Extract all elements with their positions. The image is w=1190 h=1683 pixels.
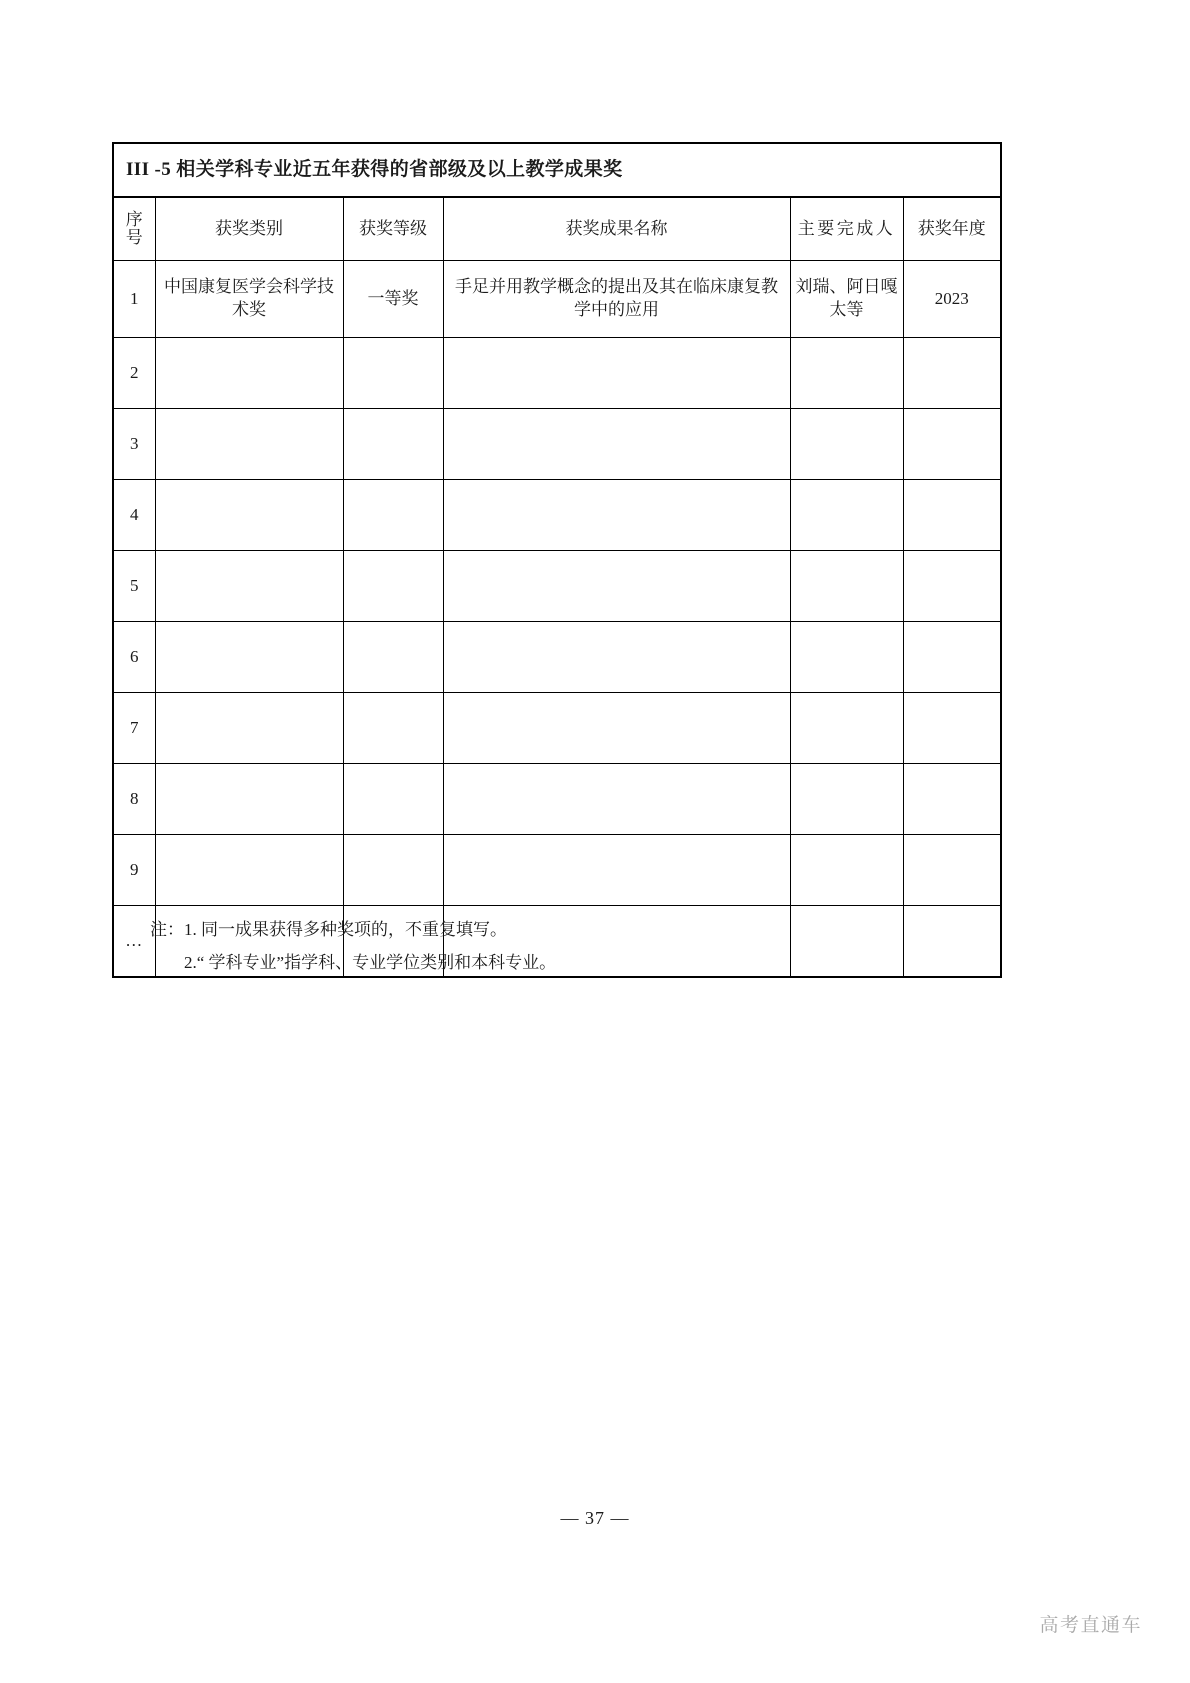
cell-name[interactable] <box>443 764 790 835</box>
cell-category[interactable] <box>155 480 343 551</box>
column-header-seq-line1: 序 <box>125 210 143 230</box>
cell-persons[interactable] <box>790 693 903 764</box>
table-title-row <box>113 143 1001 197</box>
cell-year[interactable] <box>903 480 1001 551</box>
cell-seq: 7 <box>113 693 155 764</box>
cell-seq: 3 <box>113 409 155 480</box>
table-notes <box>150 913 910 979</box>
cell-year[interactable] <box>903 338 1001 409</box>
cell-persons[interactable] <box>790 409 903 480</box>
cell-level[interactable] <box>343 551 443 622</box>
cell-year[interactable] <box>903 906 1001 978</box>
cell-persons[interactable] <box>790 622 903 693</box>
table-row <box>113 835 1001 906</box>
cell-year[interactable] <box>903 693 1001 764</box>
column-header-seq-line2: 号 <box>125 228 143 247</box>
column-header-persons: 主要完成人 <box>790 197 903 261</box>
page-title: III -5 相关学科专业近五年获得的省部级及以上教学成果奖 <box>126 159 623 181</box>
note-item-2 <box>150 946 910 979</box>
cell-persons[interactable] <box>790 764 903 835</box>
cell-name[interactable] <box>443 622 790 693</box>
cell-year[interactable] <box>903 622 1001 693</box>
cell-persons[interactable] <box>790 480 903 551</box>
cell-name[interactable] <box>443 409 790 480</box>
cell-category[interactable] <box>155 622 343 693</box>
cell-name[interactable] <box>443 480 790 551</box>
cell-name[interactable] <box>443 338 790 409</box>
table-row <box>113 261 1001 338</box>
column-header-name: 获奖成果名称 <box>443 197 790 261</box>
cell-category[interactable]: 中国康复医学会科学技术奖 <box>155 261 343 338</box>
cell-year[interactable] <box>903 551 1001 622</box>
cell-name[interactable] <box>443 551 790 622</box>
cell-category[interactable] <box>155 338 343 409</box>
cell-level[interactable] <box>343 835 443 906</box>
cell-persons[interactable] <box>790 835 903 906</box>
watermark: 高考直通车 <box>1039 1615 1142 1636</box>
award-table <box>112 142 1002 978</box>
cell-seq: … <box>113 906 155 978</box>
award-table-container <box>112 142 1000 978</box>
cell-persons[interactable] <box>790 338 903 409</box>
table-row <box>113 480 1001 551</box>
column-header-seq <box>113 197 155 261</box>
page-number: — 37 — <box>560 1508 630 1528</box>
cell-category[interactable] <box>155 551 343 622</box>
cell-seq: 9 <box>113 835 155 906</box>
cell-year[interactable] <box>903 409 1001 480</box>
note-text-2: 2.“ 学科专业”指学科、专业学位类别和本科专业。 <box>184 953 557 973</box>
table-row <box>113 693 1001 764</box>
cell-year[interactable]: 2023 <box>903 261 1001 338</box>
table-row <box>113 622 1001 693</box>
section-title-cell <box>113 143 1001 197</box>
cell-persons[interactable] <box>790 551 903 622</box>
award-table-body <box>113 143 1001 977</box>
column-header-year: 获奖年度 <box>903 197 1001 261</box>
table-row <box>113 764 1001 835</box>
cell-seq: 2 <box>113 338 155 409</box>
table-header-row <box>113 197 1001 261</box>
cell-category[interactable] <box>155 409 343 480</box>
cell-level[interactable] <box>343 693 443 764</box>
cell-level[interactable] <box>343 764 443 835</box>
cell-seq: 5 <box>113 551 155 622</box>
cell-name[interactable] <box>443 835 790 906</box>
cell-level[interactable] <box>343 338 443 409</box>
table-row <box>113 338 1001 409</box>
column-header-category: 获奖类别 <box>155 197 343 261</box>
cell-category[interactable] <box>155 693 343 764</box>
column-header-level: 获奖等级 <box>343 197 443 261</box>
table-row <box>113 409 1001 480</box>
cell-seq: 1 <box>113 261 155 338</box>
cell-category[interactable] <box>155 835 343 906</box>
note-text-1: 1. 同一成果获得多种奖项的，不重复填写。 <box>184 920 507 939</box>
cell-persons[interactable]: 刘瑞、阿日嘎太等 <box>790 261 903 338</box>
cell-name[interactable]: 手足并用教学概念的提出及其在临床康复教学中的应用 <box>443 261 790 338</box>
cell-seq: 8 <box>113 764 155 835</box>
cell-seq: 4 <box>113 480 155 551</box>
cell-seq: 6 <box>113 622 155 693</box>
table-row <box>113 551 1001 622</box>
cell-year[interactable] <box>903 764 1001 835</box>
cell-year[interactable] <box>903 835 1001 906</box>
notes-prefix: 注： <box>150 920 184 939</box>
note-item-1 <box>150 913 910 946</box>
cell-level[interactable] <box>343 480 443 551</box>
cell-category[interactable] <box>155 764 343 835</box>
cell-level[interactable] <box>343 409 443 480</box>
cell-name[interactable] <box>443 693 790 764</box>
cell-level[interactable]: 一等奖 <box>343 261 443 338</box>
cell-level[interactable] <box>343 622 443 693</box>
